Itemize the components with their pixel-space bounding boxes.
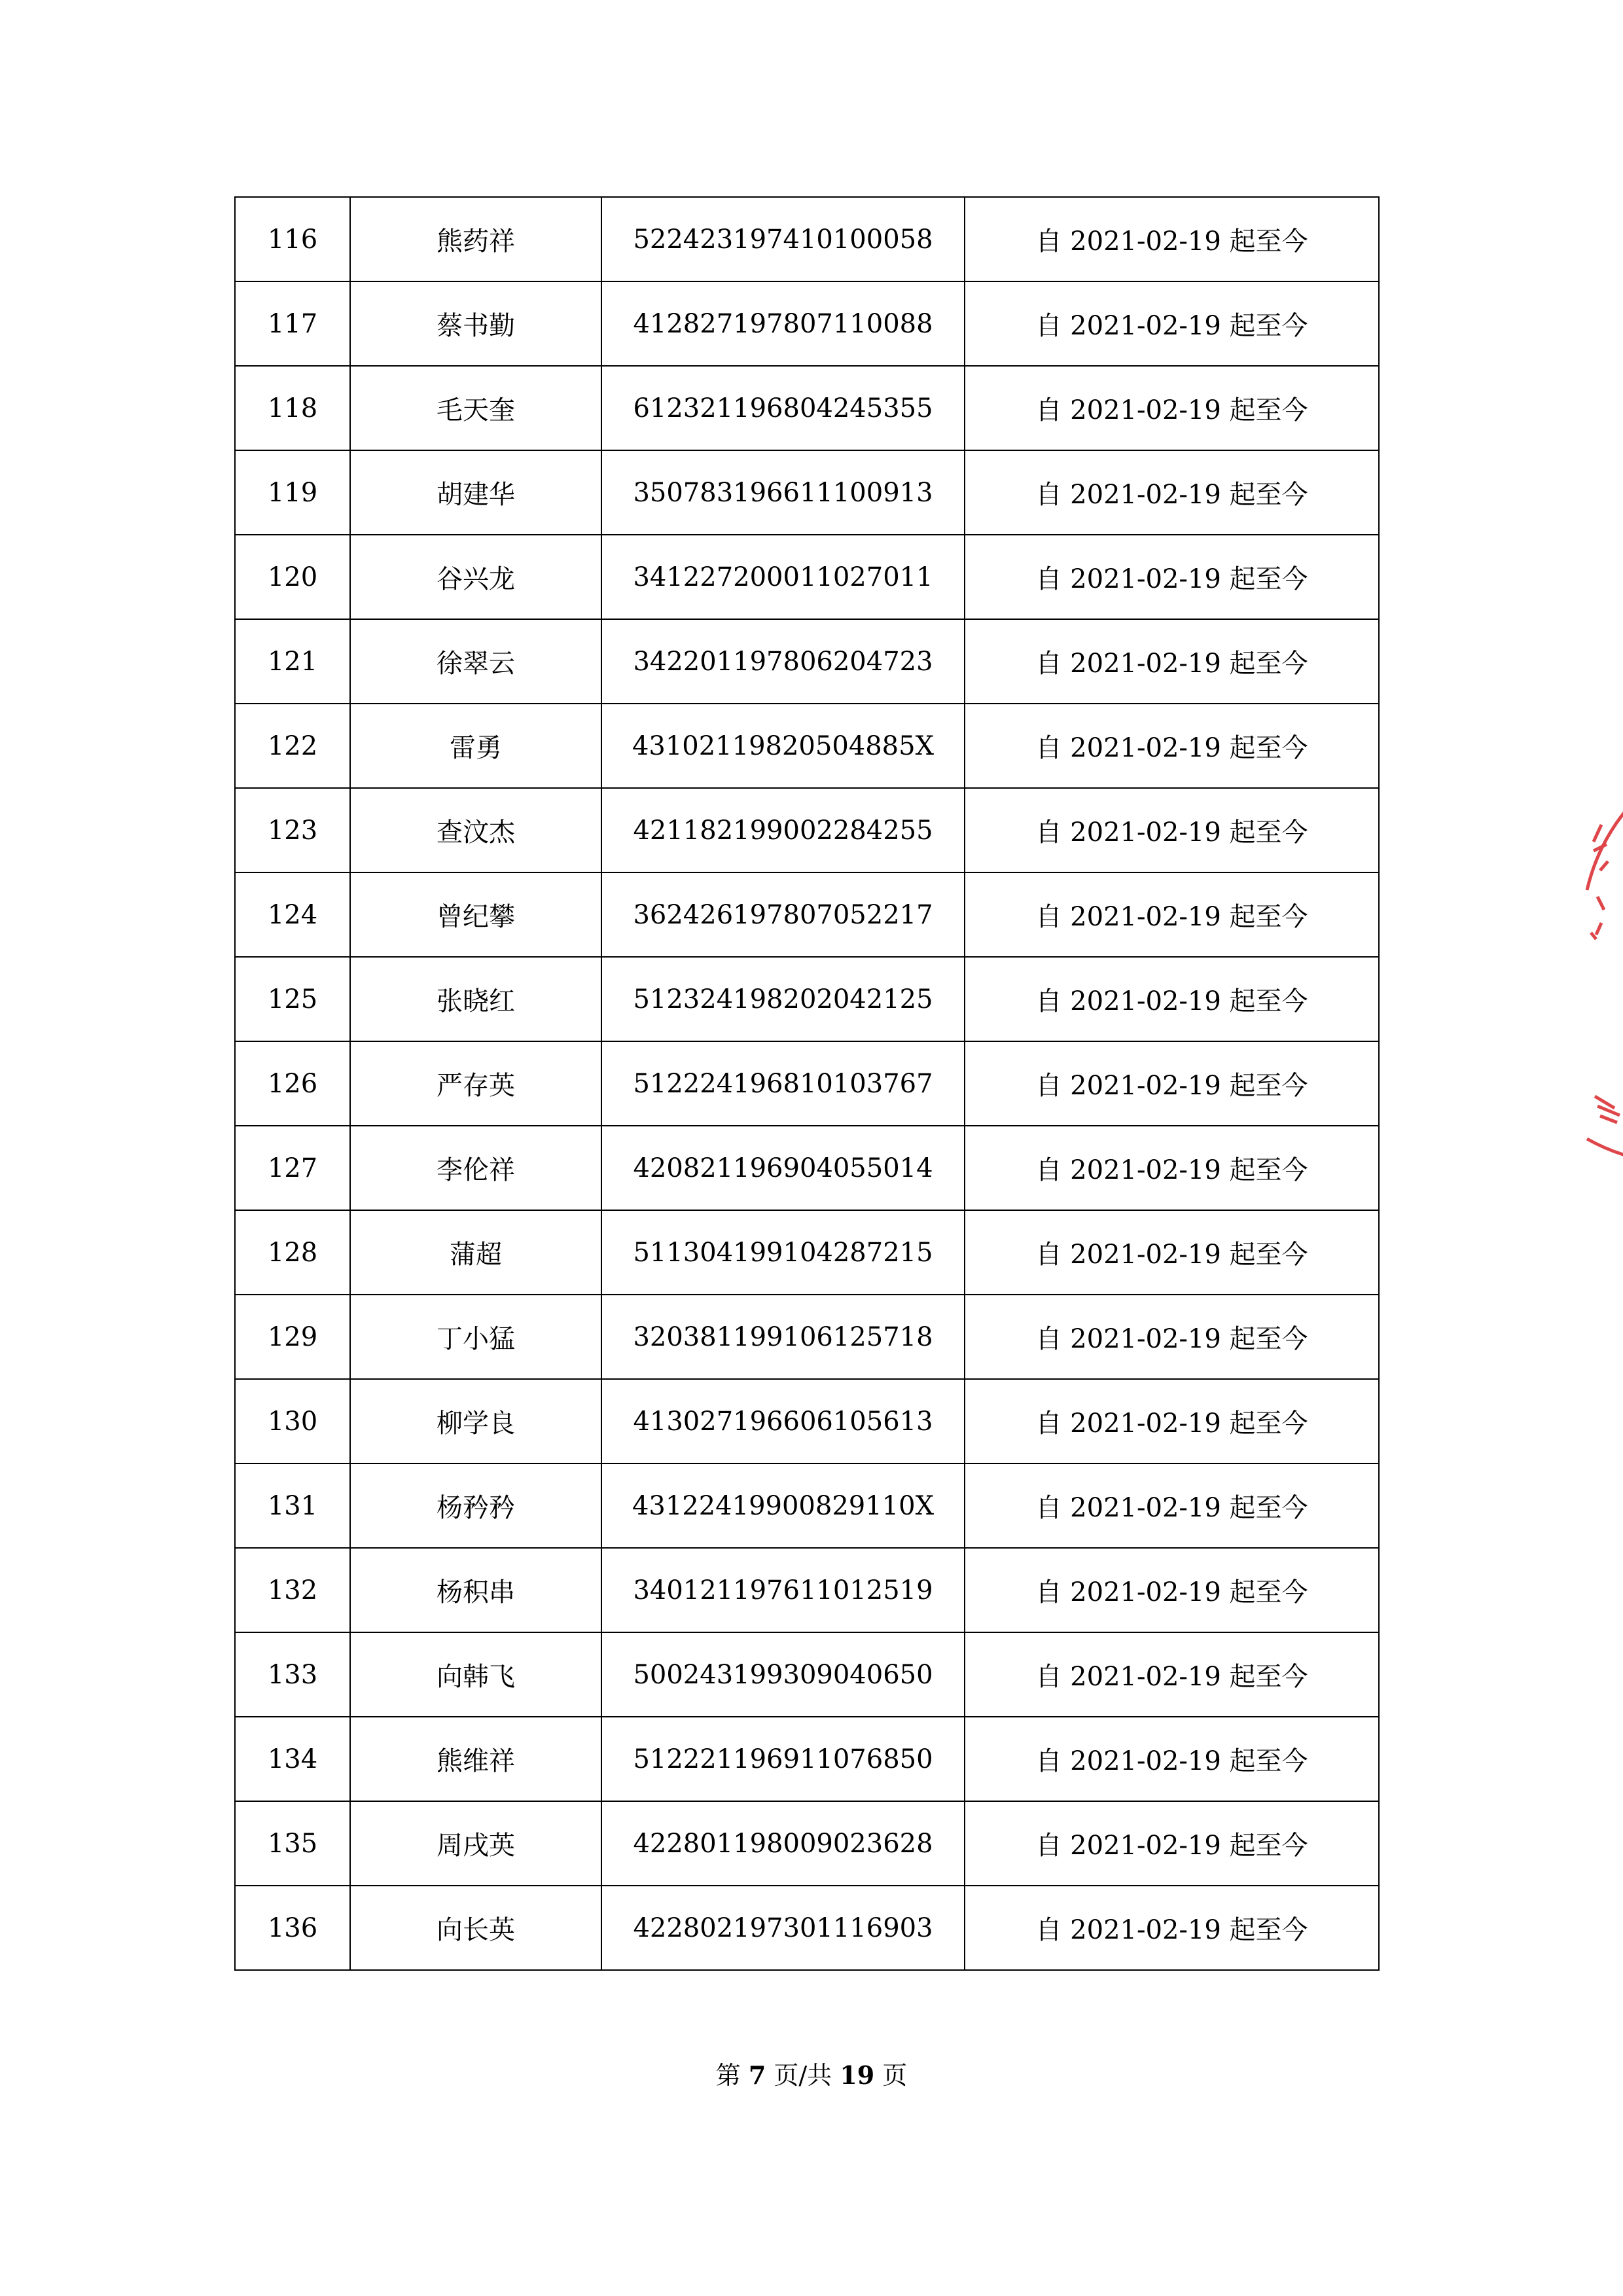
id-number-cell: 341227200011027011 — [601, 535, 965, 619]
row-number-cell: 131 — [235, 1463, 350, 1548]
table-row — [235, 1801, 1379, 1886]
id-number-cell: 413027196606105613 — [601, 1379, 965, 1463]
name-cell: 张晓红 — [350, 957, 601, 1041]
name-cell: 杨矜矜 — [350, 1463, 601, 1548]
table-row — [235, 281, 1379, 366]
name-cell: 雷勇 — [350, 704, 601, 788]
name-cell: 查汶杰 — [350, 788, 601, 872]
table-row — [235, 450, 1379, 535]
name-cell: 严存英 — [350, 1041, 601, 1126]
period-cell: 自 2021-02-19 起至今 — [965, 1632, 1379, 1717]
row-number-cell: 119 — [235, 450, 350, 535]
name-cell: 柳学良 — [350, 1379, 601, 1463]
period-cell: 自 2021-02-19 起至今 — [965, 1210, 1379, 1295]
period-cell: 自 2021-02-19 起至今 — [965, 1548, 1379, 1632]
period-cell: 自 2021-02-19 起至今 — [965, 197, 1379, 281]
table-row — [235, 366, 1379, 450]
period-cell: 自 2021-02-19 起至今 — [965, 281, 1379, 366]
id-number-cell: 362426197807052217 — [601, 872, 965, 957]
name-cell: 曾纪攀 — [350, 872, 601, 957]
table-row — [235, 1717, 1379, 1801]
id-number-cell: 612321196804245355 — [601, 366, 965, 450]
id-number-cell: 342201197806204723 — [601, 619, 965, 704]
id-number-cell: 512324198202042125 — [601, 957, 965, 1041]
id-number-cell: 511304199104287215 — [601, 1210, 965, 1295]
footer-prefix: 第 — [715, 2061, 741, 2090]
name-cell: 蒲超 — [350, 1210, 601, 1295]
name-cell: 谷兴龙 — [350, 535, 601, 619]
id-number-cell: 512224196810103767 — [601, 1041, 965, 1126]
row-number-cell: 136 — [235, 1886, 350, 1970]
id-number-cell: 43102119820504885X — [601, 704, 965, 788]
row-number-cell: 128 — [235, 1210, 350, 1295]
id-number-cell: 320381199106125718 — [601, 1295, 965, 1379]
row-number-cell: 123 — [235, 788, 350, 872]
records-table — [234, 196, 1380, 1971]
period-cell: 自 2021-02-19 起至今 — [965, 366, 1379, 450]
id-number-cell: 421182199002284255 — [601, 788, 965, 872]
period-cell: 自 2021-02-19 起至今 — [965, 1379, 1379, 1463]
id-number-cell: 420821196904055014 — [601, 1126, 965, 1210]
row-number-cell: 124 — [235, 872, 350, 957]
row-number-cell: 125 — [235, 957, 350, 1041]
id-number-cell: 500243199309040650 — [601, 1632, 965, 1717]
seal-stamp-icon — [1561, 798, 1623, 1165]
footer-middle: 页/共 — [774, 2061, 832, 2090]
row-number-cell: 117 — [235, 281, 350, 366]
row-number-cell: 118 — [235, 366, 350, 450]
name-cell: 杨积串 — [350, 1548, 601, 1632]
id-number-cell: 522423197410100058 — [601, 197, 965, 281]
name-cell: 熊维祥 — [350, 1717, 601, 1801]
name-cell: 徐翠云 — [350, 619, 601, 704]
period-cell: 自 2021-02-19 起至今 — [965, 1801, 1379, 1886]
id-number-cell: 422801198009023628 — [601, 1801, 965, 1886]
id-number-cell: 340121197611012519 — [601, 1548, 965, 1632]
table-row — [235, 1548, 1379, 1632]
table-row — [235, 1295, 1379, 1379]
period-cell: 自 2021-02-19 起至今 — [965, 535, 1379, 619]
row-number-cell: 133 — [235, 1632, 350, 1717]
row-number-cell: 116 — [235, 197, 350, 281]
row-number-cell: 130 — [235, 1379, 350, 1463]
table-row — [235, 1379, 1379, 1463]
table-row — [235, 872, 1379, 957]
table-row — [235, 957, 1379, 1041]
period-cell: 自 2021-02-19 起至今 — [965, 1463, 1379, 1548]
period-cell: 自 2021-02-19 起至今 — [965, 872, 1379, 957]
name-cell: 蔡书勤 — [350, 281, 601, 366]
row-number-cell: 120 — [235, 535, 350, 619]
page-footer — [0, 2055, 1623, 2091]
period-cell: 自 2021-02-19 起至今 — [965, 704, 1379, 788]
id-number-cell: 43122419900829110X — [601, 1463, 965, 1548]
row-number-cell: 122 — [235, 704, 350, 788]
table-row — [235, 1886, 1379, 1970]
id-number-cell: 350783196611100913 — [601, 450, 965, 535]
table-body — [235, 197, 1379, 1970]
period-cell: 自 2021-02-19 起至今 — [965, 1717, 1379, 1801]
table-row — [235, 704, 1379, 788]
name-cell: 向长英 — [350, 1886, 601, 1970]
total-page-count: 19 — [840, 2060, 875, 2090]
name-cell: 李伦祥 — [350, 1126, 601, 1210]
row-number-cell: 129 — [235, 1295, 350, 1379]
period-cell: 自 2021-02-19 起至今 — [965, 619, 1379, 704]
current-page-number: 7 — [748, 2060, 766, 2090]
footer-suffix: 页 — [882, 2061, 908, 2090]
row-number-cell: 126 — [235, 1041, 350, 1126]
name-cell: 丁小猛 — [350, 1295, 601, 1379]
table-row — [235, 1463, 1379, 1548]
name-cell: 胡建华 — [350, 450, 601, 535]
table-row — [235, 535, 1379, 619]
row-number-cell: 134 — [235, 1717, 350, 1801]
table-row — [235, 197, 1379, 281]
id-number-cell: 512221196911076850 — [601, 1717, 965, 1801]
row-number-cell: 127 — [235, 1126, 350, 1210]
id-number-cell: 412827197807110088 — [601, 281, 965, 366]
name-cell: 周戌英 — [350, 1801, 601, 1886]
table-row — [235, 1041, 1379, 1126]
table-row — [235, 1126, 1379, 1210]
period-cell: 自 2021-02-19 起至今 — [965, 1126, 1379, 1210]
period-cell: 自 2021-02-19 起至今 — [965, 450, 1379, 535]
table-row — [235, 1632, 1379, 1717]
name-cell: 熊药祥 — [350, 197, 601, 281]
period-cell: 自 2021-02-19 起至今 — [965, 788, 1379, 872]
period-cell: 自 2021-02-19 起至今 — [965, 1041, 1379, 1126]
table-row — [235, 619, 1379, 704]
id-number-cell: 422802197301116903 — [601, 1886, 965, 1970]
name-cell: 向韩飞 — [350, 1632, 601, 1717]
row-number-cell: 132 — [235, 1548, 350, 1632]
period-cell: 自 2021-02-19 起至今 — [965, 1295, 1379, 1379]
name-cell: 毛天奎 — [350, 366, 601, 450]
row-number-cell: 121 — [235, 619, 350, 704]
table-row — [235, 788, 1379, 872]
table-row — [235, 1210, 1379, 1295]
period-cell: 自 2021-02-19 起至今 — [965, 957, 1379, 1041]
period-cell: 自 2021-02-19 起至今 — [965, 1886, 1379, 1970]
row-number-cell: 135 — [235, 1801, 350, 1886]
